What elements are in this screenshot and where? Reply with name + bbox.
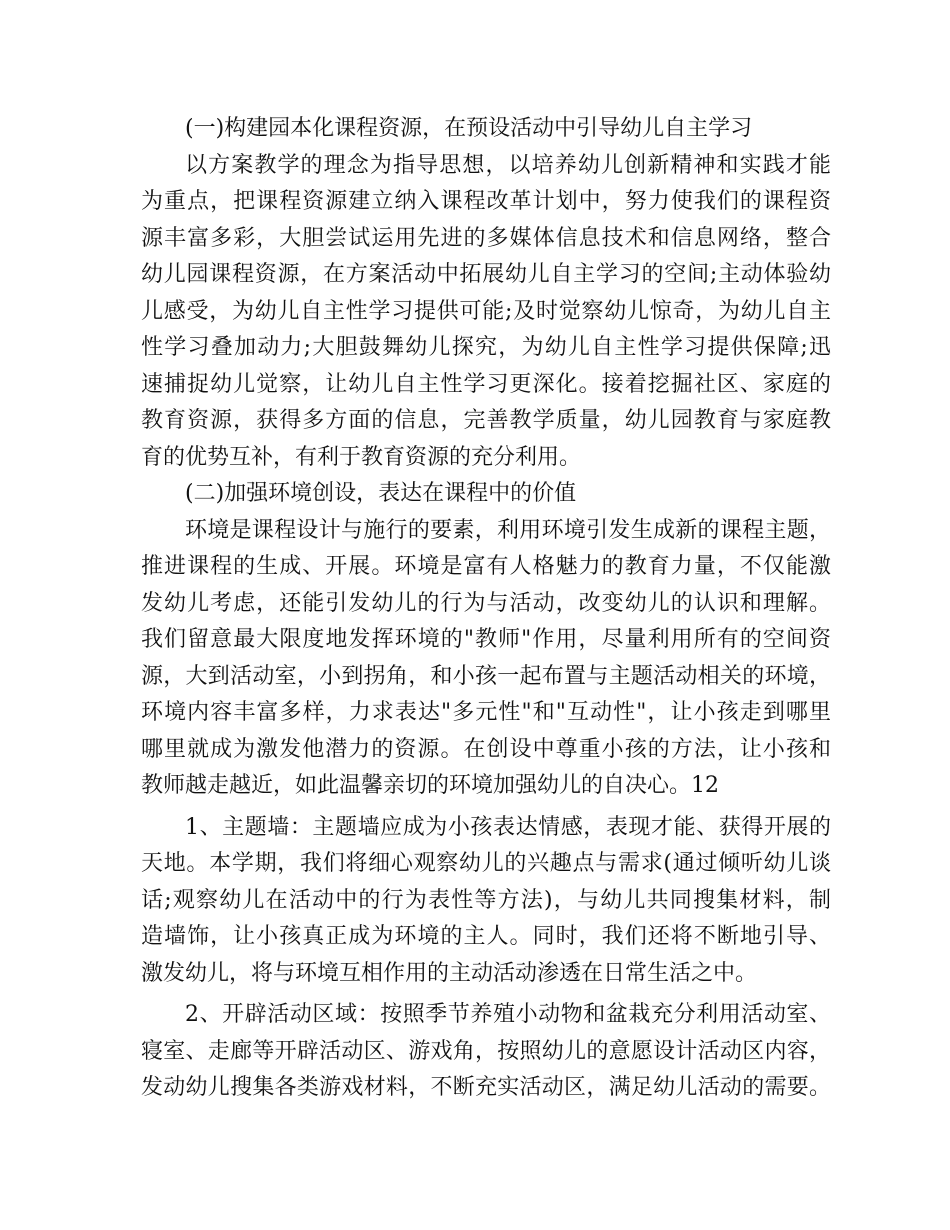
paragraph-line: 寝室、走廊等开辟活动区、游戏角，按照幼儿的意愿设计活动区内容，	[141, 1038, 831, 1064]
paragraph-line: 教师越走越近，如此温馨亲切的环境加强幼儿的自决心。12	[141, 773, 719, 798]
section-heading-2: (二)加强环境创设，表达在课程中的价值	[185, 481, 577, 506]
paragraph-line: 发动幼儿搜集各类游戏材料，不断充实活动区，满足幼儿活动的需要。	[141, 1075, 831, 1100]
document-body	[141, 111, 831, 1107]
paragraph-line: 幼儿园课程资源，在方案活动中拓展幼儿自主学习的空间;主动体验幼	[141, 262, 831, 287]
paragraph-line: 环境是课程设计与施行的要素，利用环境引发生成新的课程主题，	[185, 517, 831, 543]
paragraph-line: 教育资源，获得多方面的信息，完善教学质量，幼儿园教育与家庭教	[141, 408, 831, 433]
paragraph-line: 为重点，把课程资源建立纳入课程改革计划中，努力使我们的课程资	[141, 189, 831, 214]
section-heading-1: (一)构建园本化课程资源，在预设活动中引导幼儿自主学习	[185, 116, 753, 141]
paragraph-line: 激发幼儿，将与环境互相作用的主动活动渗透在日常生活之中。	[141, 960, 758, 986]
paragraph-line: 儿感受，为幼儿自主性学习提供可能;及时觉察幼儿惊奇，为幼儿自主	[141, 298, 831, 324]
paragraph-line: 我们留意最大限度地发挥环境的"教师"作用，尽量利用所有的空间资	[141, 627, 831, 652]
paragraph-line: 育的优势互补，有利于教育资源的充分利用。	[141, 444, 582, 470]
list-item-1-line: 1、主题墙：主题墙应成为小孩表达情感，表现才能、获得开展的	[185, 814, 831, 840]
paragraph-line: 话;观察幼儿在活动中的行为表性等方法)，与幼儿共同搜集材料，制	[141, 887, 831, 913]
paragraph-line: 推进课程的生成、开展。环境是富有人格魅力的教育力量，不仅能激	[141, 554, 831, 579]
paragraph-line: 以方案教学的理念为指导思想，以培养幼儿创新精神和实践才能	[185, 152, 831, 178]
paragraph-line: 造墙饰，让小孩真正成为环境的主人。同时，我们还将不断地引导、	[141, 924, 831, 949]
paragraph-line: 源丰富多彩，大胆尝试运用先进的多媒体信息技术和信息网络，整合	[141, 225, 831, 251]
paragraph-line: 发幼儿考虑，还能引发幼儿的行为与活动，改变幼儿的认识和理解。	[141, 590, 831, 616]
paragraph-line: 哪里就成为激发他潜力的资源。在创设中尊重小孩的方法，让小孩和	[141, 736, 831, 762]
list-item-2-line: 2、开辟活动区域：按照季节养殖小动物和盆栽充分利用活动室、	[185, 1002, 831, 1027]
paragraph-line: 天地。本学期，我们将细心观察幼儿的兴趣点与需求(通过倾听幼儿谈	[141, 851, 831, 876]
paragraph-line: 速捕捉幼儿觉察，让幼儿自主性学习更深化。接着挖掘社区、家庭的	[141, 371, 831, 397]
paragraph-line: 环境内容丰富多样，力求表达"多元性"和"互动性"，让小孩走到哪里	[141, 700, 831, 725]
paragraph-line: 源，大到活动室，小到拐角，和小孩一起布置与主题活动相关的环境，	[141, 663, 831, 689]
paragraph-line: 性学习叠加动力;大胆鼓舞幼儿探究，为幼儿自主性学习提供保障;迅	[141, 335, 831, 360]
